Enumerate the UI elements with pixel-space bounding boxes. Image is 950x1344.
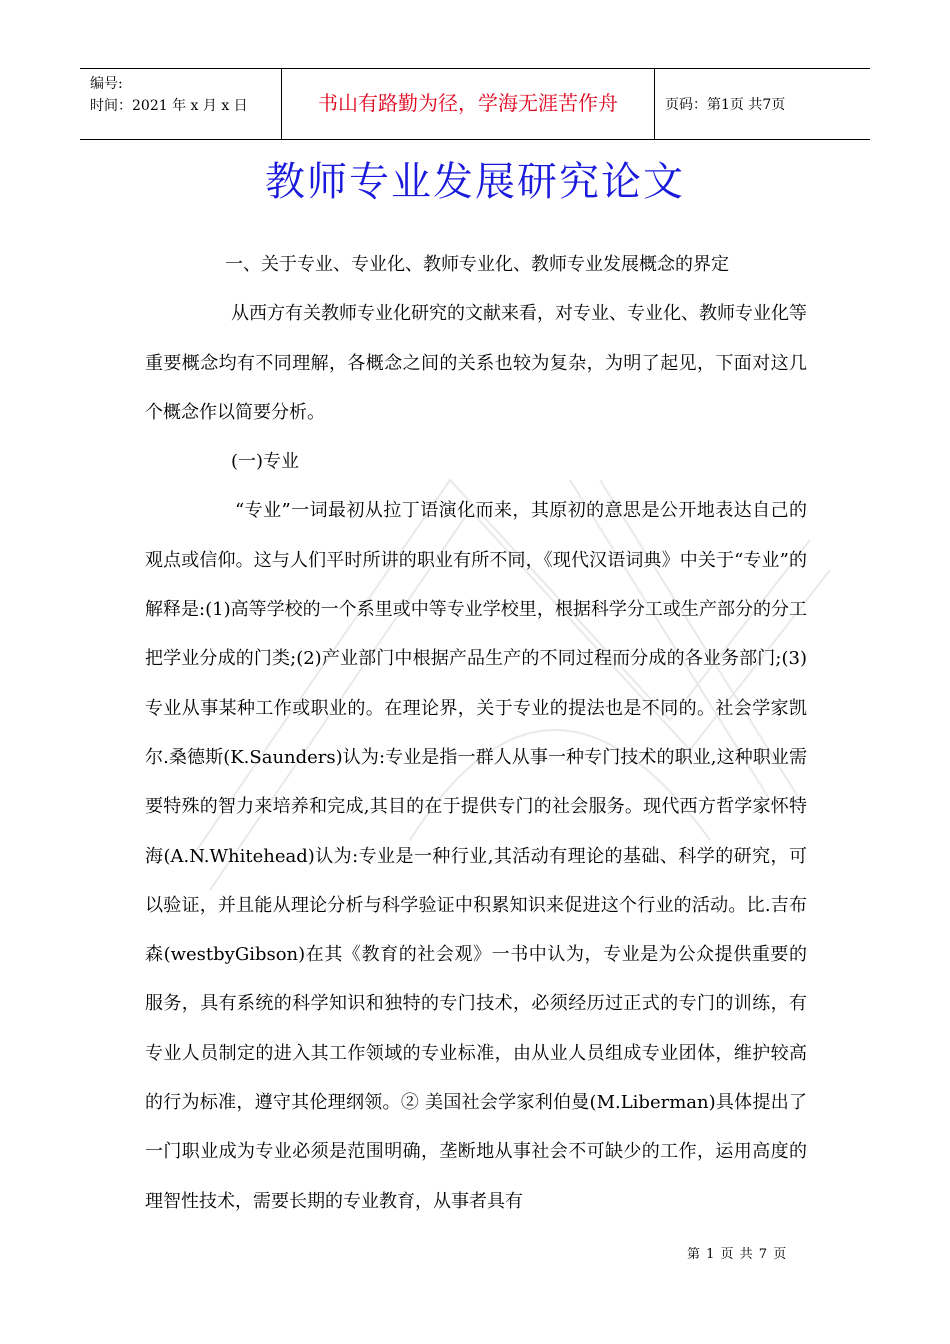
- number-label: 编号:: [90, 76, 123, 92]
- header-meta-cell: [80, 69, 281, 139]
- header-table: [80, 68, 870, 140]
- paragraph: 从西方有关教师专业化研究的文献来看，对专业、专业化、教师专业化等重要概念均有不同理解，各概念之间的关系也较为复杂，为明了起见，下面对这几个概念作以简要分析。: [145, 303, 807, 423]
- motto-text: 书山有路勤为径，学海无涯苦作舟: [318, 90, 618, 115]
- document-body: [145, 240, 807, 1226]
- subsection-heading: (一)专业: [231, 451, 300, 473]
- section-heading: 一、关于专业、专业化、教师专业化、教师专业发展概念的界定: [225, 254, 729, 275]
- header-page-cell: [655, 69, 870, 139]
- page-footer: 第 1 页 共 7 页: [687, 1247, 788, 1262]
- paragraph: “专业”一词最初从拉丁语演化而来，其原初的意思是公开地表达自己的观点或信仰。这与人们平时所讲的职业有所不同，《现代汉语词典》中关于“专业”的解释是:(1)高等学校的一个系里或中等专业学校里，根据科学分工或生产部分的分工把学业分成的门类;(2)产业部门中根据产品生产的不同过程而分成的各业务部门;(3)专业从事某种工作或职业的。在理论界，关于专业的提法也是不同的。社会学家凯尔.桑德斯(K.Saunders)认为:专业是指一群人从事一种专门技术的职业,这种职业需要特殊的智力来培养和完成,其目的在于提供专门的社会服务。现代西方哲学家怀特海(A.N.Whitehead)认为:专业是一种行业,其活动有理论的基础、科学的研究，可以验证，并且能从理论分析与科学验证中积累知识来促进这个行业的活动。比.吉布森(westbyGibson)在其《教育的社会观》一书中认为，专业是为公众提供重要的服务，具有系统的科学知识和独特的专门技术，必须经历过正式的专门的训练，有专业人员制定的进入其工作领域的专业标准，由从业人员组成专业团体，维护较高的行为标准，遵守其伦理纲领。② 美国社会学家利伯曼(M.Liberman)具体提出了一门职业成为专业必须是范围明确，垄断地从事社会不可缺少的工作，运用高度的理智性技术，需要长期的专业教育，从事者具有: [145, 500, 807, 1212]
- document-title: 教师专业发展研究论文: [265, 159, 685, 205]
- page-code: 页码：第1页 共7页: [665, 97, 786, 113]
- header-motto-cell: [281, 69, 655, 139]
- time-label: 时间：2021 年 x 月 x 日: [90, 98, 248, 114]
